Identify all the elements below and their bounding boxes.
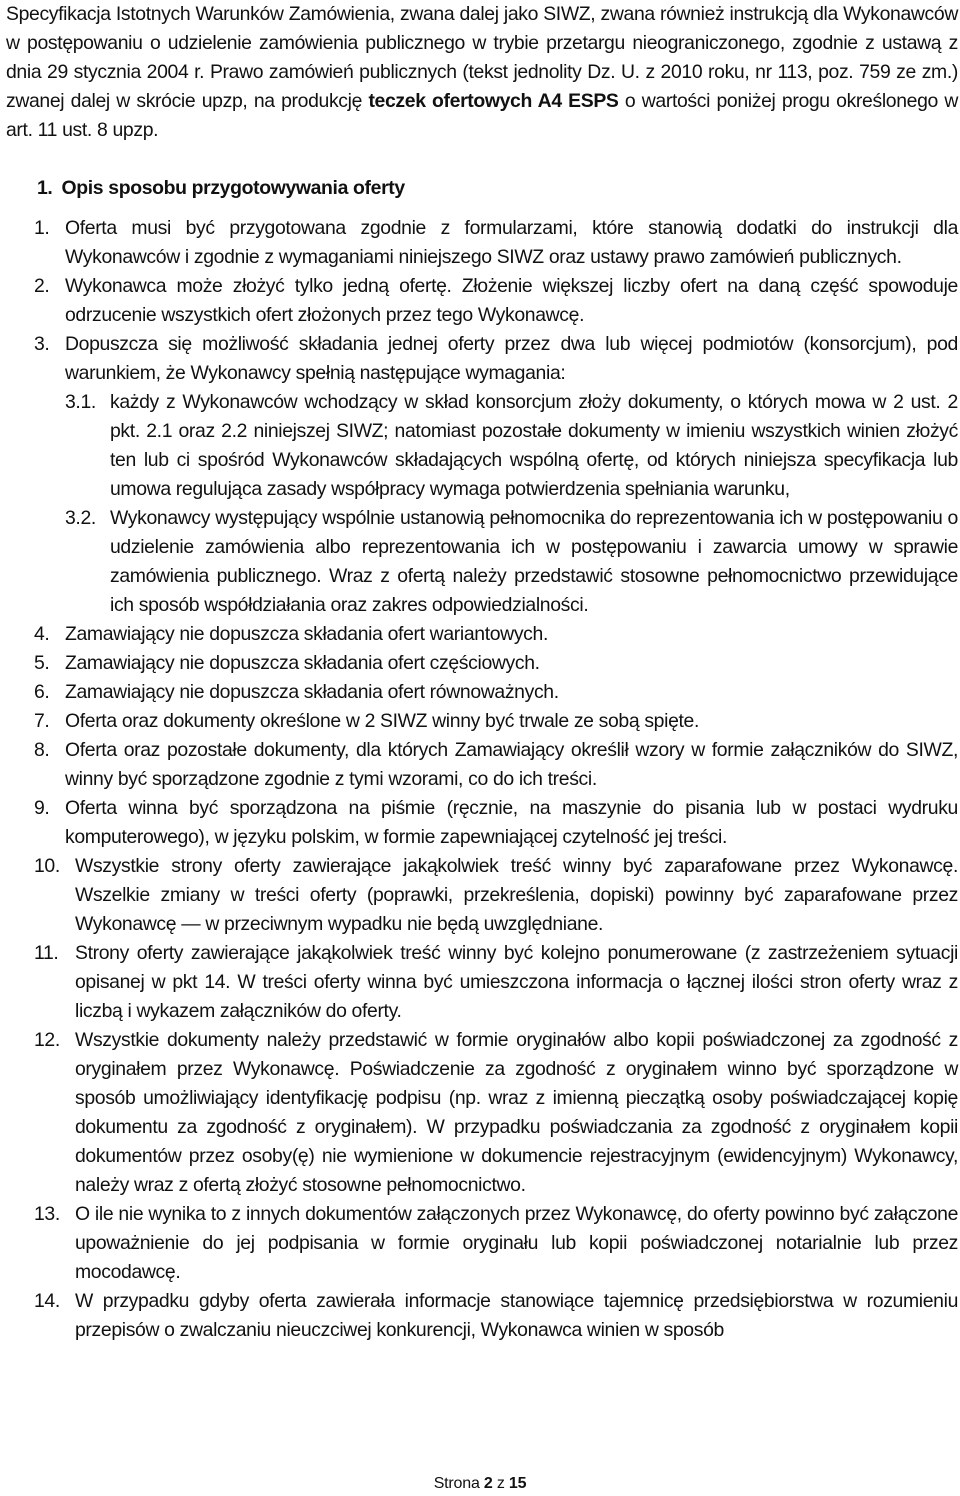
list-item-number: 4. <box>34 623 50 645</box>
list-item-11 <box>6 939 958 1026</box>
list-item-7 <box>6 707 958 736</box>
list-item-text: Oferta winna być sporządzona na piśmie (ręcznie, na maszynie do pisania lub w postaci wydruku komputerowego), w języku polskim, w formie zapewniającej czytelność jej treści. <box>65 797 958 848</box>
list-item-text: Wszystkie strony oferty zawierające jakąkolwiek treść winny być zaparafowane przez Wykonawcę. Wszelkie zmiany w treści oferty (poprawki, przekreślenia, dopiski) powinny być zaparafowane przez Wykonawcę — w przeciwnym wypadku nie będą uwzględniane. <box>75 855 958 935</box>
list-item-text: Dopuszcza się możliwość składania jednej oferty przez dwa lub więcej podmiotów (konsorcjum), pod warunkiem, że Wykonawcy spełnią następujące wymagania: <box>65 333 958 384</box>
list-item-text: Zamawiający nie dopuszcza składania ofert częściowych. <box>65 652 540 674</box>
list-item-number: 1. <box>34 217 50 239</box>
list-item-text: Zamawiający nie dopuszcza składania ofert wariantowych. <box>65 623 548 645</box>
list-item-number: 13. <box>34 1203 60 1225</box>
list-item-number: 5. <box>34 652 50 674</box>
list-item-text: Zamawiający nie dopuszcza składania ofert równoważnych. <box>65 681 559 703</box>
list-item-2 <box>6 272 958 330</box>
list-item-8 <box>6 736 958 794</box>
list-item-text: Wszystkie dokumenty należy przedstawić w formie oryginałów albo kopii poświadczonej za zgodność z oryginałem przez Wykonawcę. Poświadczenie za zgodność z oryginałem winno być sporządzone w sposób umożliwiający identyfikację podpisu (np. wraz z imienną pieczątką osoby poświadczającej kopię dokumentu za zgodność z oryginałem). W przypadku poświadczania za zgodność z oryginałem kopii dokumentów przez osoby(ę) nie wymienione w dokumencie rejestracyjnym (ewidencyjnym) Wykonawcy, należy wraz z ofertą złożyć stosowne pełnomocnictwo. <box>75 1029 958 1196</box>
list-subitem-number: 3.1. <box>65 391 96 413</box>
list-subitem-3-1 <box>65 388 958 504</box>
list-item-3 <box>6 330 958 388</box>
list-item-text: Oferta oraz pozostałe dokumenty, dla których Zamawiający określił wzory w formie załączników do SIWZ, winny być sporządzone zgodnie z tymi wzorami, co do ich treści. <box>65 739 958 790</box>
list-item-number: 11. <box>34 942 59 964</box>
list-item-number: 3. <box>34 333 50 355</box>
list-item-text: Wykonawca może złożyć tylko jedną ofertę. Złożenie większej liczby ofert na daną część spowoduje odrzucenie wszystkich ofert złożonych przez tego Wykonawcę. <box>65 275 958 326</box>
list-item-4 <box>6 620 958 649</box>
list-item-number: 8. <box>34 739 50 761</box>
list-item-number: 14. <box>34 1290 60 1312</box>
list-item-14 <box>6 1287 958 1345</box>
list-item-5 <box>6 649 958 678</box>
document-page <box>6 0 958 1345</box>
list-item-number: 9. <box>34 797 50 819</box>
list-item-number: 6. <box>34 681 50 703</box>
list-item-13 <box>6 1200 958 1287</box>
list-item-1 <box>6 214 958 272</box>
list-item-text: O ile nie wynika to z innych dokumentów załączonych przez Wykonawcę, do oferty powinno być załączone upoważnienie do jej podpisania w formie oryginału lub kopii poświadczonej notarialnie lub przez mocodawcę. <box>75 1203 958 1283</box>
section-title: Opis sposobu przygotowywania oferty <box>61 177 405 199</box>
list-item-12 <box>6 1026 958 1200</box>
list-subitem-number: 3.2. <box>65 507 96 529</box>
list-item-number: 12. <box>34 1029 60 1051</box>
list-item-text: W przypadku gdyby oferta zawierała informacje stanowiące tajemnicę przedsiębiorstwa w rozumieniu przepisów o zwalczaniu nieuczciwej konkurencji, Wykonawca winien w sposób <box>75 1290 958 1341</box>
page-footer <box>0 1474 960 1494</box>
section-heading <box>37 174 958 203</box>
requirements-list <box>6 214 958 1345</box>
footer-total-pages: 15 <box>508 1475 527 1492</box>
list-item-10 <box>6 852 958 939</box>
footer-prefix: Strona <box>433 1475 484 1492</box>
list-subitem-text: każdy z Wykonawców wchodzący w skład konsorcjum złoży dokumenty, o których mowa w 2 ust. 2 pkt. 2.1 oraz 2.2 niniejszej SIWZ; natomiast pozostałe dokumenty w imieniu wszystkich winien złożyć ten lub ci spośród Wykonawców składających wspólną ofertę, od których niniejsza specyfikacja lub umowa regulująca zasady współpracy wymaga potwierdzenia spełniania warunku, <box>110 391 958 500</box>
list-item-9 <box>6 794 958 852</box>
list-item-number: 7. <box>34 710 50 732</box>
intro-text-after: o wartości poniżej progu określonego w art. 11 ust. 8 upzp. <box>6 90 959 141</box>
footer-separator: z <box>492 1475 509 1492</box>
section-number: 1. <box>37 177 53 199</box>
list-item-6 <box>6 678 958 707</box>
list-item-number: 10. <box>34 855 60 877</box>
list-item-text: Oferta musi być przygotowana zgodnie z formularzami, które stanowią dodatki do instrukcji dla Wykonawców i zgodnie z wymaganiami niniejszego SIWZ oraz ustawy prawo zamówień publicznych. <box>65 217 958 268</box>
list-item-text: Strony oferty zawierające jakąkolwiek treść winny być kolejno ponumerowane (z zastrzeżeniem sytuacji opisanej w pkt 14. W treści oferty winna być umieszczona informacja o łącznej ilości stron oferty wraz z liczbą i wykazem załączników do oferty. <box>75 942 958 1022</box>
intro-text-before: Specyfikacja Istotnych Warunków Zamówienia, zwana dalej jako SIWZ, zwana również instrukcją dla Wykonawców w postępowaniu o udzielenie zamówienia publicznego w trybie przetargu nieograniczonego, zgodnie z ustawą z dnia 29 stycznia 2004 r. Prawo zamówień publicznych (tekst jednolity Dz. U. z 2010 roku, nr 113, poz. 759 ze zm.) zwanej dalej w skrócie upzp, na produkcję <box>6 3 958 112</box>
footer-current-page: 2 <box>483 1475 493 1492</box>
intro-paragraph <box>6 0 958 145</box>
list-subitem-text: Wykonawcy występujący wspólnie ustanowią pełnomocnika do reprezentowania ich w postępowaniu o udzielenie zamówienia albo reprezentowania ich w postępowaniu i zawarcia umowy w sprawie zamówienia publicznego. Wraz z ofertą należy przedstawić stosowne pełnomocnictwo przewidujące ich sposób współdziałania oraz zakres odpowiedzialności. <box>110 507 958 616</box>
intro-product-name: teczek ofertowych A4 ESPS <box>368 90 619 112</box>
list-item-number: 2. <box>34 275 50 297</box>
list-item-text: Oferta oraz dokumenty określone w 2 SIWZ winny być trwale ze sobą spięte. <box>65 710 700 732</box>
list-subitem-3-2 <box>65 504 958 620</box>
